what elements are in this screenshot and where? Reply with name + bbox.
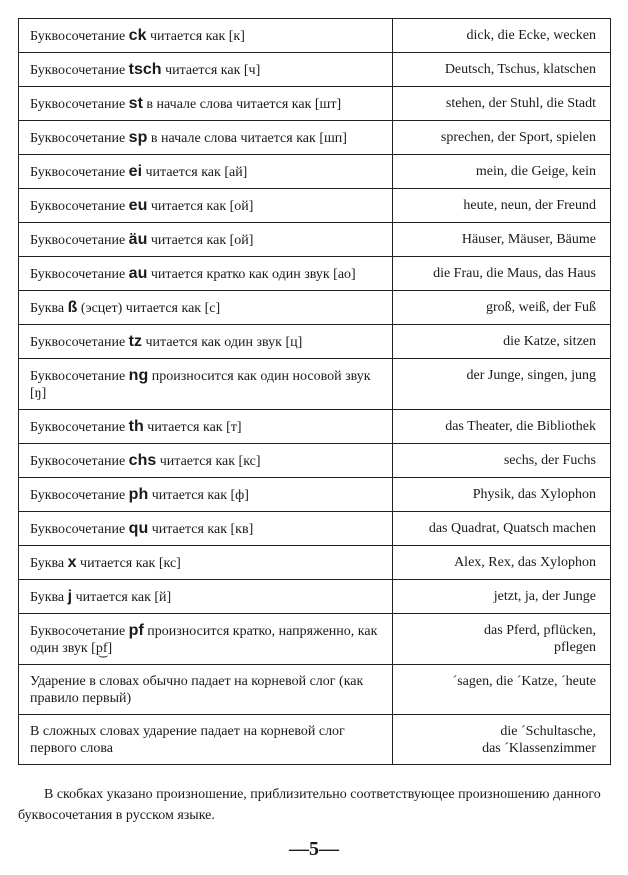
example-line: Alex, Rex, das Xylophon <box>454 555 596 570</box>
rule-cell <box>19 444 393 478</box>
examples-cell <box>393 257 611 291</box>
example-line: groß, weiß, der Fuß <box>485 300 596 315</box>
example-line: Deutsch, Tschus, klatschen <box>444 62 596 77</box>
table-row <box>19 257 611 291</box>
rule-text-after: читается как [кс] <box>156 454 261 469</box>
rule-cell <box>19 715 393 765</box>
examples-cell <box>393 410 611 444</box>
rule-text-after: читается кратко как один звук [ао] <box>147 267 356 282</box>
examples-cell <box>393 19 611 53</box>
letter-combination: ei <box>128 163 143 180</box>
rule-cell <box>19 580 393 614</box>
letter-combination: chs <box>128 452 157 469</box>
table-row <box>19 359 611 410</box>
rule-cell <box>19 155 393 189</box>
table-row <box>19 580 611 614</box>
rule-text-before: Буквосочетание <box>30 63 129 78</box>
rule-text-after: читается как [ф] <box>148 488 249 503</box>
rule-cell <box>19 665 393 715</box>
examples-cell <box>393 223 611 257</box>
example-line: die ˊSchultasche, <box>500 724 596 739</box>
rule-text-before: Буквосочетание <box>30 624 129 639</box>
rule-text-before: Буквосочетание <box>30 131 129 146</box>
letter-combination: sp <box>128 129 148 146</box>
table-row <box>19 19 611 53</box>
table-row <box>19 614 611 665</box>
rule-text-after: произносится кратко, напряженно, как один звук [p͜f] <box>30 624 378 656</box>
letter-combination: au <box>128 265 148 282</box>
rule-cell <box>19 121 393 155</box>
table-row <box>19 223 611 257</box>
footnote: В скобках указано произношение, приблизительно соответствующее произношению данного буквосочетания в русском языке. <box>18 787 601 823</box>
letter-combination: qu <box>128 520 149 537</box>
table-row <box>19 325 611 359</box>
example-line: die Katze, sitzen <box>503 334 596 349</box>
rule-text-before: Буквосочетание <box>30 233 129 248</box>
rule-text-before: Буква <box>30 590 68 605</box>
rule-text-before: Буквосочетание <box>30 199 129 214</box>
letter-combination: ng <box>128 367 149 384</box>
rule-cell <box>19 325 393 359</box>
example-line: heute, neun, der Freund <box>463 198 596 213</box>
table-row <box>19 189 611 223</box>
rule-text-before: Буква <box>30 556 68 571</box>
example-line: sechs, der Fuchs <box>503 453 596 468</box>
table-row <box>19 546 611 580</box>
example-line: mein, die Geige, kein <box>475 164 596 179</box>
example-line: das Pferd, pflücken, <box>484 623 596 638</box>
table-row <box>19 53 611 87</box>
rule-text-after: читается как [ч] <box>161 63 261 78</box>
table-row <box>19 478 611 512</box>
example-line: stehen, der Stuhl, die Stadt <box>445 96 596 111</box>
examples-cell <box>393 444 611 478</box>
rule-cell <box>19 291 393 325</box>
examples-cell <box>393 359 611 410</box>
rule-text-before: Буквосочетание <box>30 488 129 503</box>
examples-cell <box>393 614 611 665</box>
letter-combination: tz <box>128 333 142 350</box>
example-line: die Frau, die Maus, das Haus <box>433 266 596 281</box>
letter-combination: th <box>128 418 144 435</box>
rule-text-after: (эсцет) читается как [с] <box>77 301 221 316</box>
rule-text-before: Буква <box>30 301 68 316</box>
example-line: das ˊKlassenzimmer <box>482 741 596 756</box>
example-line: Häuser, Mäuser, Bäume <box>461 232 596 247</box>
rule-text-before: Буквосочетание <box>30 522 129 537</box>
examples-cell <box>393 87 611 121</box>
pronunciation-table-body <box>19 19 611 765</box>
example-line: sprechen, der Sport, spielen <box>440 130 596 145</box>
rule-text-after: в начале слова читается как [шт] <box>142 97 342 112</box>
letter-combination: tsch <box>128 61 162 78</box>
table-row <box>19 512 611 546</box>
example-line: jetzt, ja, der Junge <box>493 589 596 604</box>
letter-combination: ck <box>128 27 147 44</box>
rule-text-after: читается как [кс] <box>76 556 181 571</box>
rule-cell <box>19 257 393 291</box>
rule-text-after: читается как [т] <box>143 420 242 435</box>
rule-text-after: в начале слова читается как [шп] <box>147 131 347 146</box>
letter-combination: j <box>67 588 73 605</box>
rule-cell <box>19 223 393 257</box>
examples-cell <box>393 715 611 765</box>
rule-cell <box>19 189 393 223</box>
rule-text-after: читается как [ай] <box>142 165 248 180</box>
letter-combination: eu <box>128 197 148 214</box>
examples-cell <box>393 53 611 87</box>
example-line: der Junge, singen, jung <box>466 368 596 383</box>
letter-combination: x <box>67 554 77 571</box>
table-row <box>19 665 611 715</box>
rule-cell <box>19 478 393 512</box>
table-row <box>19 121 611 155</box>
table-row <box>19 155 611 189</box>
table-row <box>19 715 611 765</box>
examples-cell <box>393 291 611 325</box>
example-line: dick, die Ecke, wecken <box>466 28 596 43</box>
table-row <box>19 444 611 478</box>
letter-combination: st <box>128 95 143 112</box>
letter-combination: pf <box>128 622 144 639</box>
rule-cell <box>19 87 393 121</box>
rule-cell <box>19 19 393 53</box>
rule-text-before: Буквосочетание <box>30 454 129 469</box>
examples-cell <box>393 546 611 580</box>
examples-cell <box>393 580 611 614</box>
rule-cell <box>19 53 393 87</box>
rule-text-before: Буквосочетание <box>30 369 129 384</box>
rule-text-before: Буквосочетание <box>30 97 129 112</box>
rule-text-after: произносится как один носовой звук [ŋ] <box>30 369 371 401</box>
rule-text-after: читается как [кв] <box>148 522 254 537</box>
rule-cell <box>19 410 393 444</box>
examples-cell <box>393 325 611 359</box>
examples-cell <box>393 189 611 223</box>
letter-combination: ph <box>128 486 149 503</box>
rule-text-after: читается как [ой] <box>147 233 254 248</box>
rule-cell <box>19 359 393 410</box>
rule-text-before: Буквосочетание <box>30 267 129 282</box>
rule-text-before: Ударение в словах обычно падает на корневой слог (как правило первый) <box>30 674 364 706</box>
rule-cell <box>19 546 393 580</box>
rule-text-before: Буквосочетание <box>30 29 129 44</box>
letter-combination: äu <box>128 231 148 248</box>
rule-text-after: читается как [ой] <box>147 199 254 214</box>
page-number: —5— <box>289 838 339 860</box>
example-line: ˊsagen, die ˊKatze, ˊheute <box>452 674 596 689</box>
example-line: pflegen <box>554 640 596 655</box>
rule-cell <box>19 614 393 665</box>
rule-text-after: читается как один звук [ц] <box>142 335 303 350</box>
examples-cell <box>393 478 611 512</box>
rule-text-before: Буквосочетание <box>30 165 129 180</box>
examples-cell <box>393 512 611 546</box>
rule-text-before: Буквосочетание <box>30 420 129 435</box>
pronunciation-table <box>18 18 611 765</box>
rule-text-before: Буквосочетание <box>30 335 129 350</box>
table-row <box>19 291 611 325</box>
example-line: das Theater, die Bibliothek <box>445 419 596 434</box>
example-line: Physik, das Xylophon <box>472 487 596 502</box>
rule-cell <box>19 512 393 546</box>
letter-combination: ß <box>67 299 78 316</box>
examples-cell <box>393 665 611 715</box>
rule-text-after: читается как [к] <box>146 29 245 44</box>
examples-cell <box>393 155 611 189</box>
examples-cell <box>393 121 611 155</box>
rule-text-before: В сложных словах ударение падает на корневой слог первого слова <box>30 724 345 756</box>
example-line: das Quadrat, Quatsch machen <box>428 521 596 536</box>
rule-text-after: читается как [й] <box>72 590 172 605</box>
table-row <box>19 410 611 444</box>
table-row <box>19 87 611 121</box>
